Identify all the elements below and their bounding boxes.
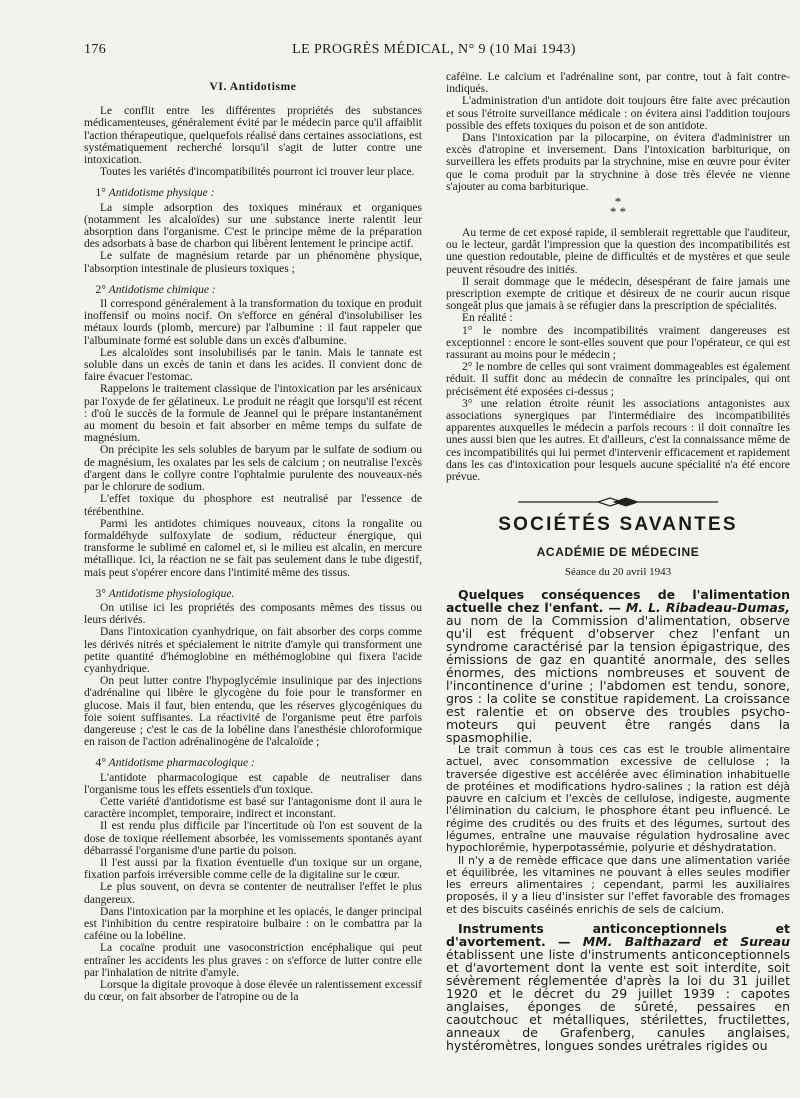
paragraph: On peut lutter contre l'hypoglycémie insulinique par des injections d'adrénaline qui libère le glycogène du foie pour le transformer en glucose. Mais il faut, bien entendu, que les réserves glycogéniques du foie soient suffisantes. La réactivité de l'organisme peut être parfois dangereuse ; c'est le cas de la lobéline dans l'anesthésie chloroformique en raison de l'action adrénalinogène de l'alcaloïde ; <box>84 675 422 749</box>
section-title: VI. Antidotisme <box>209 81 297 93</box>
paragraph: On précipite les sels solubles de baryum par le sulfate de sodium ou de magnésium, les oxalates par les sels de calcium ; on neutralise l'excès d'argent dans le collyre contre l'ophtalmie purulente des nouveaux-nés par le chlorure de sodium. <box>84 444 422 494</box>
subsection-heading: 1° Antidotisme physique : <box>95 187 215 200</box>
article <box>446 588 790 1052</box>
article-title: Instruments anticonceptionnels et d'avortement. — MM. Balthazard et Sureau établissent une liste d'instruments anticonceptionnels et d'avortement dont la vente est soit interdite, soit sévèrement réglementée d'après la loi du 31 juillet 1920 et le décret du 29 juillet 1939 : capotes anglaises, éponges de sûreté, pessaires en caoutchouc et métalliques, stérilettes, fructilettes, anneaux de Grafenberg, canules anglaises, hystéromètres, longues sondes urétrales rigides ou <box>446 921 790 1054</box>
paragraph: Le plus souvent, on devra se contenter de neutraliser l'effet le plus dangereux. <box>84 881 422 906</box>
paragraph: On utilise ici les propriétés des composants mêmes des tissus ou leurs dérivés. <box>84 601 422 627</box>
paragraph: L'administration d'un antidote doit toujours être faite avec précaution et sous l'étroite surveillance médicale : on évitera ainsi l'addition toujours possible des effets toxiques du poison et de son antidote. <box>446 95 790 132</box>
running-header <box>84 41 784 59</box>
paragraph: Rappelons le traitement classique de l'intoxication par les arsénicaux par l'oxyde de fer gélatineux. Le produit ne réagit que lorsqu'il est récent : d'où le succès de la formule de Jeannel qui le prépare instantanément au moment du besoin et fait absorber en même temps du sulfate de magnésium. <box>84 383 422 445</box>
section-ornament <box>446 495 790 509</box>
paragraph: La cocaïne produit une vasoconstriction encéphalique qui peut entraîner les accidents les plus graves : on s'efforce de lutter contre elle par l'inhalation de nitrite d'amyle. <box>84 942 422 979</box>
paragraph: Le conflit entre les différentes propriétés des substances médicamenteuses, généralement évité par le médecin parce qu'il affaiblit l'action thérapeutique, quelquefois réalisé dans certaines associations, est systématiquement recherché lorsqu'il s'agit de lutter contre une intoxication. <box>84 105 422 167</box>
paragraph: Dans l'intoxication cyanhydrique, on fait absorber des corps comme les dérivés nitrés et spécialement le nitrite d'amyle qui transforment une petite quantité d'hémoglobine en méthémoglobine qui fixera l'acide cyanhydrique. <box>84 626 422 675</box>
subsection-heading: 4° Antidotisme pharmacologique : <box>95 757 255 770</box>
paragraph: L'effet toxique du phosphore est neutralisé par l'essence de térébenthine. <box>84 493 422 518</box>
paragraph: Cette variété d'antidotisme est basé sur l'antagonisme dont il aura le caractère incomplet, temporaire, indirect et inconstant. <box>84 795 422 821</box>
paragraph: Toutes les variétés d'incompatibilités pourront ici trouver leur place. <box>100 166 415 179</box>
list-item: 2° le nombre de celles qui sont vraiment dommageables est également réduit. Il suffit donc au médecin de connaître les principales, qui ont précisément été exposées ci-dessus ; <box>446 361 790 398</box>
paragraph: L'antidote pharmacologique est capable de neutraliser dans l'organisme tous les effets essentiels d'un toxique. <box>84 771 422 796</box>
session-date: Séance du 20 avril 1943 <box>564 565 672 578</box>
right-column <box>446 71 790 1081</box>
paragraph: En réalité : <box>462 312 513 325</box>
paragraph: Le trait commun à tous ces cas est le trouble alimentaire actuel, avec consommation excessive de cellulose ; la traversée digestive est accélérée avec élimination inhabituelle de protéines et modifications hydro-salines ; la ration est déjà pauvre en calcium et l'excès de cellulose, indigeste, augmente l'élimination du calcium, le phosphore étant peu influencé. Le régime des crudités ou des fruits et des légumes, surtout des légumes, entraîne une mauvaise régulation hydrosaline avec hypochlorémie, hyperpotassémie, polyurie et déshydratation. <box>446 742 790 855</box>
running-title: LE PROGRÈS MÉDICAL, N° 9 (10 Mai 1943) <box>292 42 576 57</box>
left-column <box>84 71 422 1081</box>
paragraph: Au terme de cet exposé rapide, il semblerait regrettable que l'auditeur, ou le lecteur, gardât l'impression que la question des incompatibilités est une question redoutable, pleine de difficultés et de mystères et que seule peuvent résoudre des initiés. <box>446 227 790 276</box>
page-number: 176 <box>84 42 107 57</box>
paragraph: Dans l'intoxication par la pilocarpine, on évitera d'administrer un excès d'atropine et inversement. Dans l'intoxication barbiturique, on surveillera les effets produits par la strychnine, mise en œuvre pour éviter que le coma produit par la strychnine à dose très élevée ne vienne s'ajouter au coma barbiturique. <box>446 132 790 193</box>
paragraph: Le sulfate de magnésium retarde par un phénomène physique, l'absorption intestinale de plusieurs toxiques ; <box>84 250 422 275</box>
paragraph: Lorsque la digitale provoque à dose élevée un ralentissement excessif du cœur, on fait absorber de l'atropine ou de la <box>84 979 422 1004</box>
paragraph: Il correspond généralement à la transformation du toxique en produit inoffensif ou moins nocif. On s'efforce en général d'insolubiliser les métaux lourds (plomb, mercure) par l'albumine : il faut rappeler que l'albuminate formé est soluble dans un excès d'albumine. <box>84 298 422 347</box>
paragraph: Il serait dommage que le médecin, désespérant de faire jamais une prescription exempte de critique et désireux de ne courir aucun risque songeât plus que jamais à se réfugier dans la prescription de spécialités. <box>446 275 790 313</box>
paragraph: Il est rendu plus difficile par l'incertitude où l'on est souvent de la dose de toxique réellement absorbée, les vomissements spontanés ayant débarrassé l'organisme d'une partie du poison. <box>84 820 422 857</box>
subsection-heading: 2° Antidotisme chimique : <box>95 283 216 296</box>
paragraph: caféine. Le calcium et l'adrénaline sont, par contre, tout à fait contre-indiqués. <box>446 71 790 96</box>
paragraph: La simple adsorption des toxiques minéraux et organiques (notamment les alcaloïdes) sur une substance inerte ralentit leur absorption dans l'organisme. C'est le principe même de la préparation des adsorbats à base de charbon qui libèrent lentement le principe actif. <box>84 201 422 251</box>
paragraph: Il l'est aussi par la fixation éventuelle d'un toxique sur un organe, fixation parfois irréversible comme celle de la digitaline sur le cœur. <box>84 856 422 882</box>
section-heading-societes: SOCIÉTÉS SAVANTES <box>498 514 738 536</box>
academy-heading: ACADÉMIE DE MÉDECINE <box>536 544 700 559</box>
subsection-heading: 3° Antidotisme physiologique. <box>95 587 235 600</box>
paragraph: Dans l'intoxication par la morphine et les opiacés, le danger principal est l'inhibition du centre respiratoire bulbaire : on le combattra par la caféine ou la lobéline. <box>84 905 422 943</box>
paragraph: Il n'y a de remède efficace que dans une alimentation variée et équilibrée, les vitamines ne pouvant à elles seules modifier les erreurs alimentaires ; cependant, parmi les auxiliaires proposés, il y a lieu d'insister sur l'effet favorable des fromages et des biscuits caséinés enrichis de sels de calcium. <box>446 853 790 916</box>
article-author: M. L. Ribadeau-Dumas, <box>625 599 790 615</box>
article-author: MM. Balthazard et Sureau <box>582 934 790 950</box>
list-item: 3° une relation étroite réunit les associations antagonistes aux associations synergiques par l'intermédiaire des incompatibilités apparentes auxquelles le médecin a parfois recours : il doit connaître les unes aussi bien que les autres. Et d'ailleurs, c'est la connaissance même de ces incompatibilités qui lui permet d'intervenir efficacement et rapidement dans les cas d'intoxication pour lesquels aucune spécialité n'a été encore prévue. <box>446 397 790 484</box>
paragraph: Parmi les antidotes chimiques nouveaux, citons la rongalite ou formaldéhyde sulfoxylate de sodium, réducteur énergique, qui transforme le sublimé en calomel et, si le milieu est alcalin, en mercure métallique. Ici, la réaction ne se fait pas seulement dans le tube digestif, mais peut s'opérer encore dans l'intimité même des tissus. <box>84 517 422 579</box>
article-title: Quelques conséquences de l'alimentation actuelle chez l'enfant. — M. L. Ribadeau-Dumas, au nom de la Commission d'alimentation, observe qu'il est fréquent d'observer chez l'enfant un syndrome caractérisé par la tension épigastrique, des émissions de gaz en quantité anormale, des selles énormes, des mictions nombreuses et souvent de l'incontinence d'urine ; l'abdomen est tendu, sonore, gros : la colite se constitue rapidement. La croissance est ralentie et on observe des troubles psycho-moteurs qui peuvent être rangés dans la spasmophilie. <box>446 586 790 745</box>
asterism: * * * <box>609 194 627 220</box>
paragraph: Les alcaloïdes sont insolubilisés par le tanin. Mais le tannate est soluble dans un excès de tanin et dans les acides. Il convient donc de faire évacuer l'estomac. <box>84 346 422 384</box>
list-item: 1° le nombre des incompatibilités vraiment dangereuses est exceptionnel : encore le sont-elles souvent que pour l'opérateur, ce qui est rassurant au moins pour le médecin ; <box>446 324 790 362</box>
